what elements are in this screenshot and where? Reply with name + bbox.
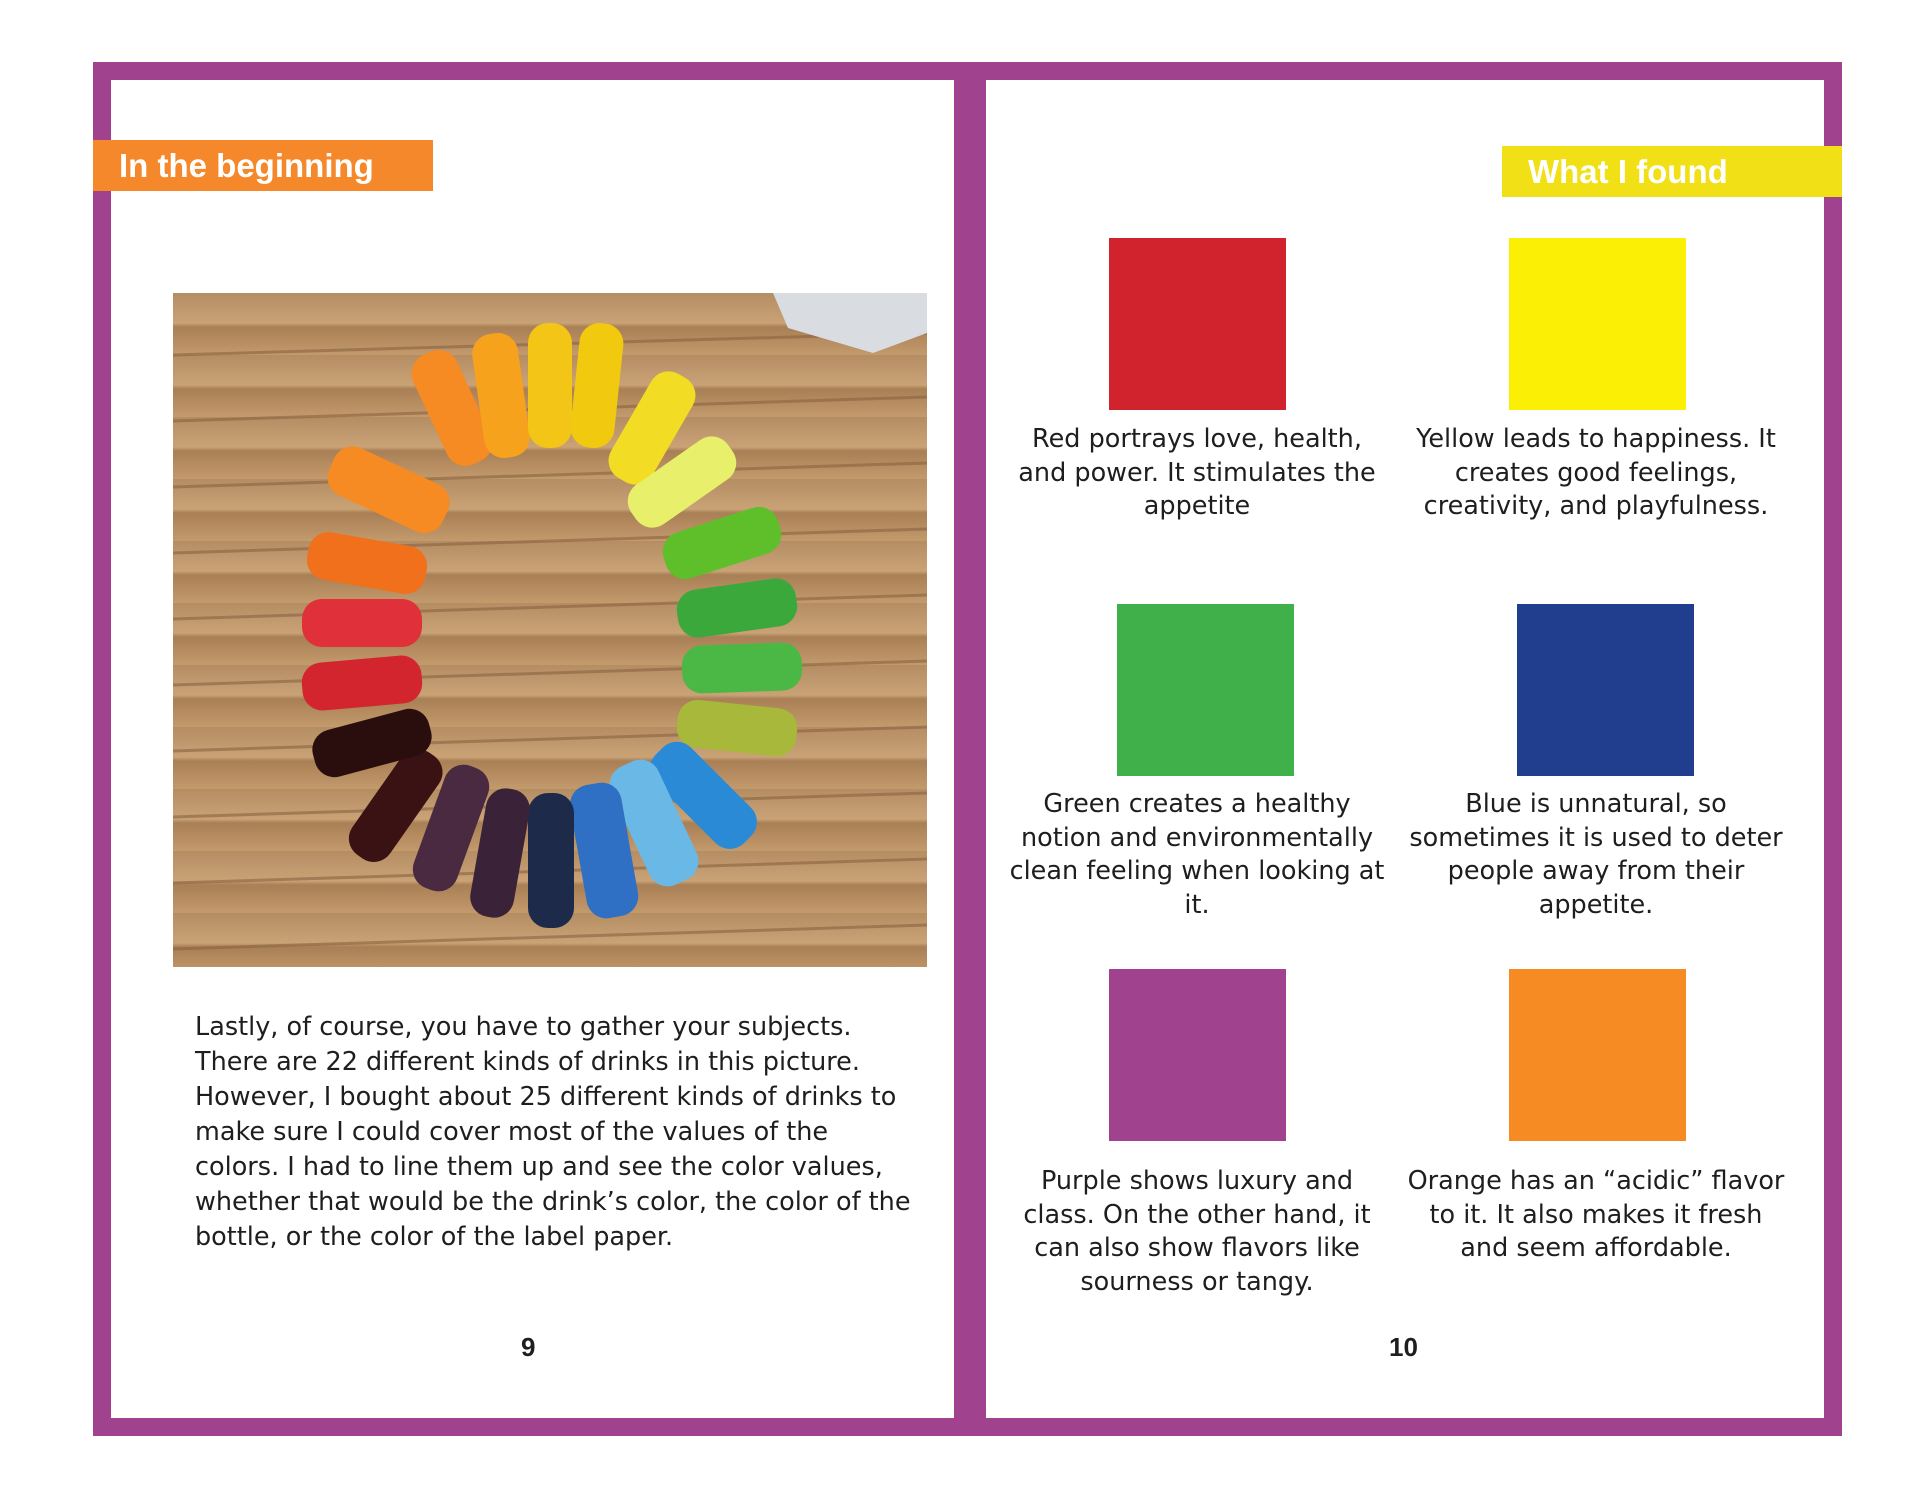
green-swatch xyxy=(1117,604,1294,776)
blue-caption: Blue is unnatural, so sometimes it is used to deter people away from their appetite. xyxy=(1409,789,1783,920)
section-heading-beginning: In the beginning xyxy=(93,140,433,191)
yellow-swatch xyxy=(1509,238,1686,410)
orange-swatch xyxy=(1509,969,1686,1141)
red-caption: Red portrays love, health, and power. It stimulates the appetite xyxy=(1018,424,1376,521)
body-paragraph: Lastly, of course, you have to gather your subjects. There are 22 different kinds of drinks in this picture. However, I bought about 25 different kinds of drinks to make sure I could cover most of the values of the colors. I had to line them up and see the color values, whether that would be the drink’s color, the color of the bottle, or the color of the label paper. xyxy=(195,1012,911,1252)
bottle-color-wheel-photo xyxy=(173,293,927,967)
bottle-wheel-illustration xyxy=(173,293,927,967)
page-9 xyxy=(111,80,954,1418)
purple-caption: Purple shows luxury and class. On the other hand, it can also show flavors like sourness or tangy. xyxy=(1023,1166,1371,1297)
purple-swatch xyxy=(1109,969,1286,1141)
page-10 xyxy=(986,80,1824,1418)
book-spread xyxy=(93,62,1842,1436)
red-swatch xyxy=(1109,238,1286,410)
page-number-9: 9 xyxy=(521,1332,536,1362)
blue-swatch xyxy=(1517,604,1694,776)
section-heading-found: What I found xyxy=(1502,146,1842,197)
orange-caption: Orange has an “acidic” flavor to it. It also makes it fresh and seem affordable. xyxy=(1407,1166,1785,1263)
yellow-caption: Yellow leads to happiness. It creates good feelings, creativity, and playfulness. xyxy=(1416,424,1776,521)
green-caption: Green creates a healthy notion and environmentally clean feeling when looking at it. xyxy=(1009,789,1385,920)
page-number-10: 10 xyxy=(1389,1332,1418,1362)
